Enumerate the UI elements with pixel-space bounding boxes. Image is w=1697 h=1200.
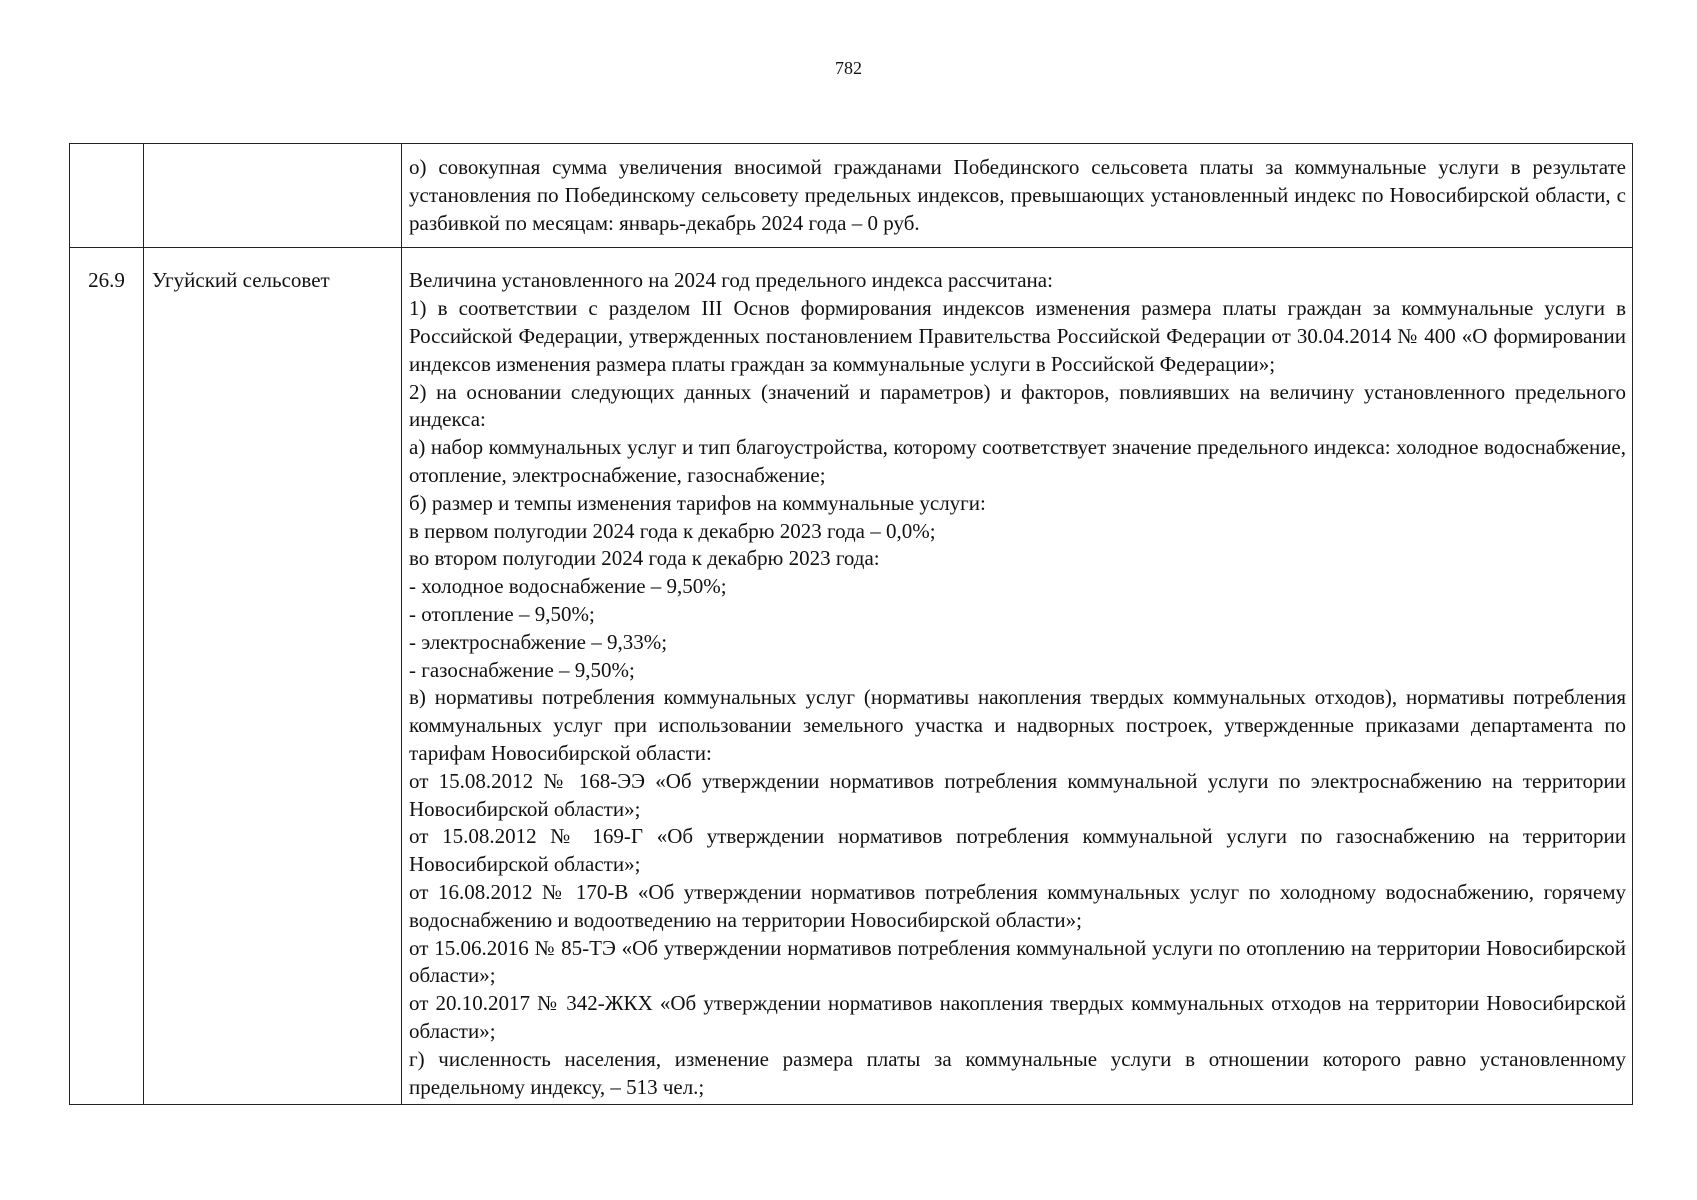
row-name-cell: Угуйский сельсовет [144, 248, 402, 1105]
paragraph: от 15.08.2012 № 168-ЭЭ «Об утверждении нормативов потребления коммунальной услуги по электроснабжению на территории Новосибирской области»; [409, 768, 1626, 821]
paragraph: от 15.06.2016 № 85-ТЭ «Об утверждении нормативов потребления коммунальной услуги по отоплению на территории Новосибирской области»; [409, 935, 1626, 988]
paragraph: Величина установленного на 2024 год предельного индекса рассчитана: [409, 268, 1053, 293]
paragraph: о) совокупная сумма увеличения вносимой гражданами Побединского сельсовета платы за коммунальные услуги в результате установления по Побединскому сельсовету предельных индексов, превышающих установленный индекс по Новосибирской области, с разбивкой по месяцам: январь-декабрь 2024 года – 0 руб. [409, 155, 1626, 235]
paragraph: г) численность населения, изменение размера платы за коммунальные услуги в отношении которого равно установленному предельному индексу, – 513 чел.; [409, 1046, 1626, 1099]
row-number-cell: 26.9 [70, 248, 144, 1105]
document-table [69, 143, 1633, 1105]
paragraph: - холодное водоснабжение – 9,50%; [409, 574, 727, 599]
paragraph: в) нормативы потребления коммунальных услуг (нормативы накопления твердых коммунальных отходов), нормативы потребления коммунальных услуг при использовании земельного участка и надворных построек, утвержденные приказами департамента по тарифам Новосибирской области: [409, 685, 1626, 765]
paragraph: в первом полугодии 2024 года к декабрю 2023 года – 0,0%; [409, 518, 936, 543]
paragraph: от 16.08.2012 № 170-В «Об утверждении нормативов потребления коммунальных услуг по холодному водоснабжению, горячему водоснабжению и водоотведению на территории Новосибирской области»; [409, 879, 1626, 932]
paragraph: 2) на основании следующих данных (значений и параметров) и факторов, повлиявших на величину установленного предельного индекса: [409, 379, 1626, 432]
paragraph: - электроснабжение – 9,33%; [409, 629, 668, 654]
paragraph: во втором полугодии 2024 года к декабрю 2023 года: [409, 546, 880, 571]
paragraph: б) размер и темпы изменения тарифов на коммунальные услуги: [409, 490, 986, 515]
paragraph: от 20.10.2017 № 342-ЖКХ «Об утверждении нормативов накопления твердых коммунальных отходов на территории Новосибирской области»; [409, 991, 1626, 1043]
paragraph: - газоснабжение – 9,50%; [409, 657, 635, 682]
paragraph: 1) в соответствии с разделом III Основ формирования индексов изменения размера платы граждан за коммунальные услуги в Российской Федерации, утвержденных постановлением Правительства Российской Федерации от 30.04.2014 № 400 «О формировании индексов изменения размера платы граждан за коммунальные услуги в Российской Федерации»; [409, 296, 1626, 376]
row-name-cell [144, 144, 402, 248]
row-text-cell [402, 144, 1633, 248]
table-row [70, 144, 1633, 248]
row-number-cell [70, 144, 144, 248]
paragraph: от 15.08.2012 № 169-Г «Об утверждении нормативов потребления коммунальной услуги по газоснабжению на территории Новосибирской области»; [409, 824, 1626, 877]
paragraph: - отопление – 9,50%; [409, 601, 595, 626]
table-row [70, 248, 1633, 1105]
row-text-cell [402, 248, 1633, 1105]
paragraph: а) набор коммунальных услуг и тип благоустройства, которому соответствует значение предельного индекса: холодное водоснабжение, отопление, электроснабжение, газоснабжение; [409, 435, 1626, 487]
page-number: 782 [835, 58, 862, 78]
